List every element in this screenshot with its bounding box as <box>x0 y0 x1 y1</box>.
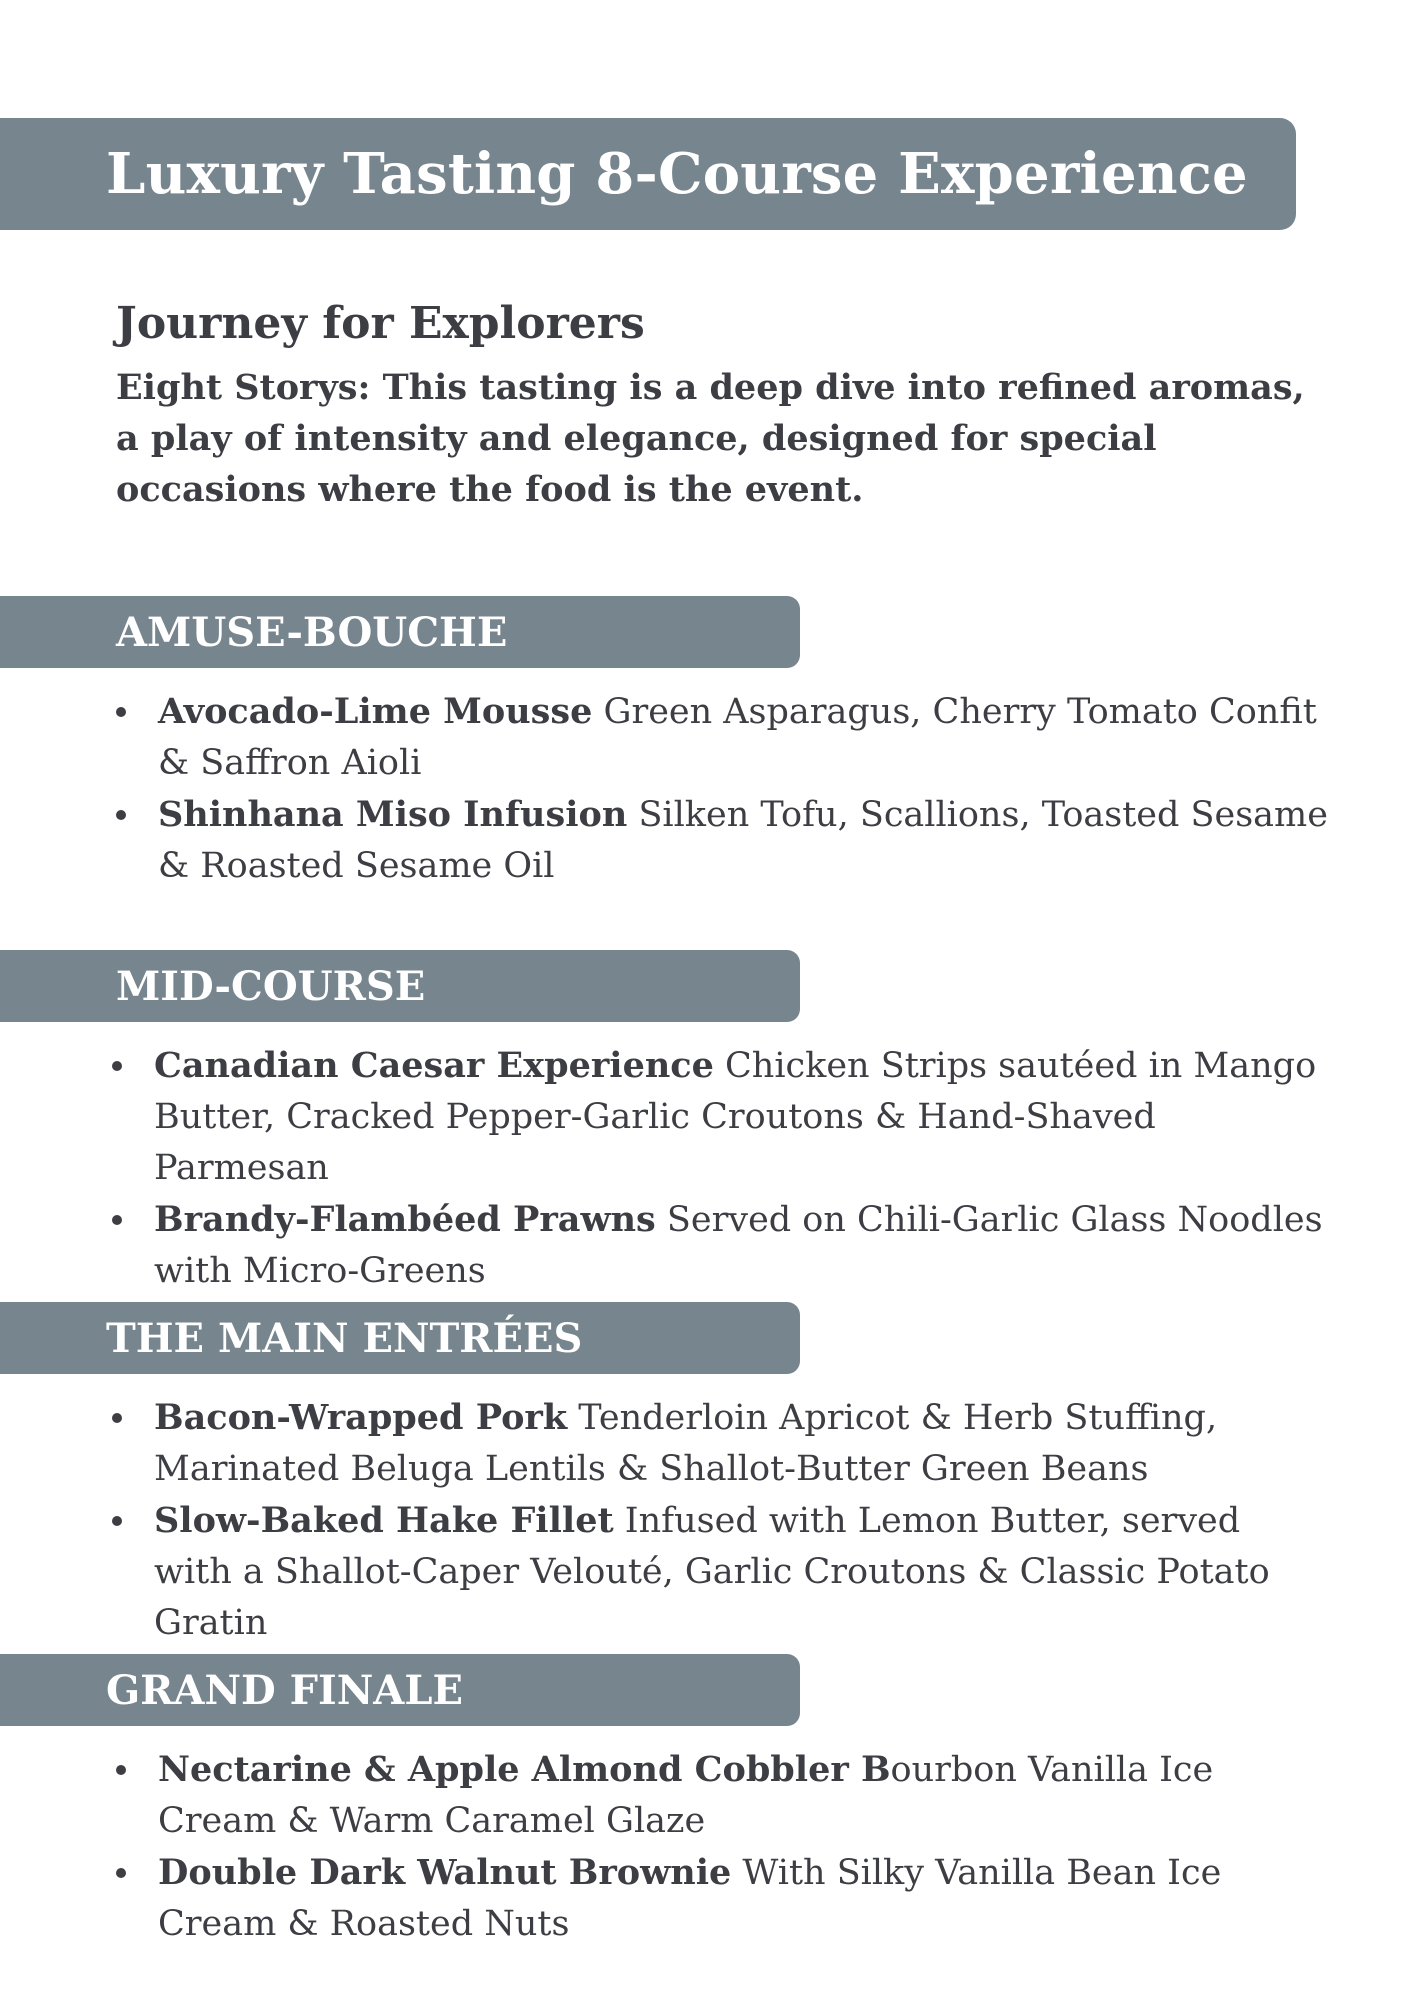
section-main-entrees <box>0 1302 1300 1649</box>
section-banner <box>0 950 800 1022</box>
section-amuse-bouche <box>0 596 1328 892</box>
list-item <box>0 1744 1328 1847</box>
item-name: Bacon-Wrapped Pork <box>154 1397 568 1438</box>
item-desc: Infused with Lemon Butter, served with a Shallot-Caper Velouté, Garlic Croutons & Classic Potato Gratin <box>154 1501 1270 1643</box>
bullet-icon <box>116 1868 126 1878</box>
item-name: Shinhana Miso Infusion <box>158 794 628 835</box>
bullet-icon <box>112 1215 122 1225</box>
intro-heading: Journey for Explorers <box>116 298 645 349</box>
section-grand-finale <box>0 1654 1300 1950</box>
item-name: Canadian Caesar Experience <box>154 1045 714 1086</box>
item-desc: Chicken Strips sautéed in Mango Butter, Cracked Pepper-Garlic Croutons & Hand-Shaved Parmesan <box>154 1046 1317 1188</box>
section-banner <box>0 1654 800 1726</box>
intro <box>116 294 1316 515</box>
item-desc: ourbon Vanilla Ice Cream & Warm Caramel Glaze <box>158 1750 1214 1841</box>
course-list <box>0 1744 1300 1950</box>
section-banner <box>0 596 800 668</box>
list-item <box>0 1495 1324 1649</box>
item-desc: Tenderloin Apricot & Herb Stuffing, Marinated Beluga Lentils & Shallot-Butter Green Beans <box>154 1398 1218 1489</box>
bullet-icon <box>112 1061 122 1071</box>
bullet-icon <box>112 1413 122 1423</box>
item-desc: Served on Chili-Garlic Glass Noodles with Micro-Greens <box>154 1200 1323 1291</box>
list-item <box>0 686 1328 789</box>
bullet-icon <box>116 1765 126 1775</box>
bullet-icon <box>116 707 126 717</box>
course-list <box>0 686 1328 892</box>
item-name: Nectarine & Apple Almond Cobbler B <box>158 1749 891 1790</box>
item-name: Double Dark Walnut Brownie <box>158 1852 732 1893</box>
section-heading: THE MAIN ENTRÉES <box>106 1314 583 1362</box>
course-list <box>0 1040 1323 1297</box>
item-desc: Green Asparagus, Cherry Tomato Confit & Saffron Aioli <box>158 692 1317 783</box>
item-desc: With Silky Vanilla Bean Ice Cream & Roasted Nuts <box>158 1853 1222 1944</box>
list-item <box>0 1392 1324 1495</box>
list-item <box>0 1040 1324 1194</box>
section-banner <box>0 1302 800 1374</box>
item-name: Slow-Baked Hake Fillet <box>154 1500 614 1541</box>
item-name: Avocado-Lime Mousse <box>158 691 593 732</box>
course-list <box>0 1392 1300 1649</box>
bullet-icon <box>112 1516 122 1526</box>
item-name: Brandy-Flambéed Prawns <box>154 1199 656 1240</box>
list-item <box>0 1194 1324 1297</box>
section-mid-course <box>0 950 1323 1297</box>
section-heading: GRAND FINALE <box>106 1666 463 1714</box>
section-heading: AMUSE-BOUCHE <box>116 608 508 656</box>
list-item <box>0 1847 1328 1950</box>
section-heading: MID-COURSE <box>116 962 426 1010</box>
page-title: Luxury Tasting 8-Course Experience <box>106 141 1248 207</box>
bullet-icon <box>116 810 126 820</box>
list-item <box>0 789 1328 892</box>
item-desc: Silken Tofu, Scallions, Toasted Sesame & Roasted Sesame Oil <box>158 795 1328 886</box>
intro-text: Eight Storys: This tasting is a deep dive into refined aromas, a play of intensity and elegance, designed for special occasions where the food is the event. <box>116 367 1305 510</box>
title-banner <box>0 118 1296 230</box>
